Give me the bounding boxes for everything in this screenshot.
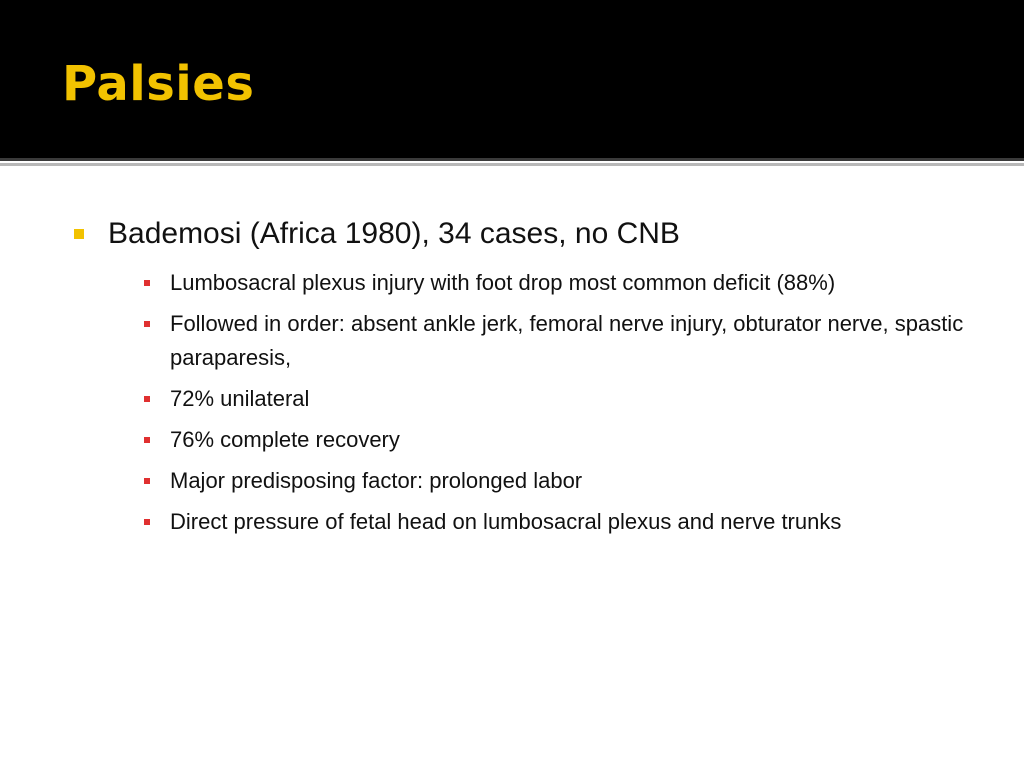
sub-bullet-item (170, 382, 980, 416)
sub-bullet-item (170, 505, 980, 539)
sub-bullet-text: Major predisposing factor: prolonged labor (170, 468, 583, 493)
square-bullet-icon (74, 229, 84, 239)
small-square-bullet-icon (144, 396, 150, 402)
main-bullet-text: Bademosi (Africa 1980), 34 cases, no CNB (108, 217, 680, 250)
small-square-bullet-icon (144, 519, 150, 525)
small-square-bullet-icon (144, 478, 150, 484)
sub-bullet-text: Direct pressure of fetal head on lumbosacral plexus and nerve trunks (170, 509, 842, 534)
small-square-bullet-icon (144, 280, 150, 286)
sub-bullet-text: Followed in order: absent ankle jerk, femoral nerve injury, obturator nerve, spastic paraparesis, (170, 311, 964, 370)
sub-bullet-item (170, 464, 980, 498)
small-square-bullet-icon (144, 321, 150, 327)
sub-bullet-item (170, 307, 980, 375)
slide-title: Palsies (62, 56, 255, 112)
small-square-bullet-icon (144, 437, 150, 443)
main-bullet (108, 214, 988, 254)
sub-bullet-text: Lumbosacral plexus injury with foot drop most common deficit (88%) (170, 270, 836, 295)
sub-bullet-text: 76% complete recovery (170, 427, 400, 452)
sub-bullet-list (170, 266, 980, 546)
sub-bullet-item (170, 423, 980, 457)
sub-bullet-text: 72% unilateral (170, 386, 310, 411)
sub-bullet-item (170, 266, 980, 300)
